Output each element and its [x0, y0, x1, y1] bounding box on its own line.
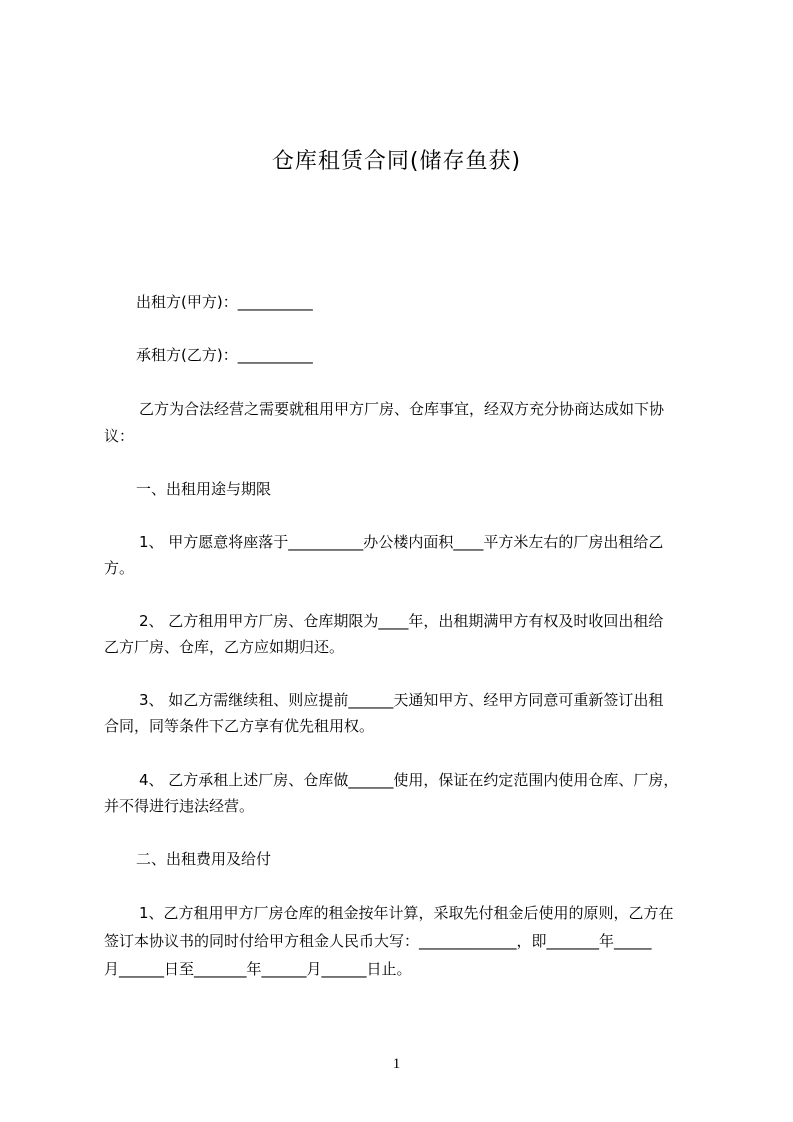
intro-line-2: 议：	[104, 427, 135, 445]
section1-item1-line-2: 方。	[104, 559, 135, 577]
section2-item1-line-1: 1、乙方租用甲方厂房仓库的租金按年计算，采取先付租金后使用的原则，乙方在	[139, 904, 674, 922]
page-number: 1	[392, 1056, 401, 1072]
section1-item2-line-2: 乙方厂房、仓库，乙方应如期归还。	[104, 638, 345, 656]
section1-item4-line-1: 4、 乙方承租上述厂房、仓库做______使用，保证在约定范围内使用仓库、厂房，	[139, 771, 679, 789]
section1-heading: 一、出租用途与期限	[136, 480, 272, 498]
section1-item3-line-2: 合同，同等条件下乙方享有优先租用权。	[104, 717, 375, 735]
lessee-line: 承租方(乙方)：__________	[136, 346, 313, 364]
section1-item4-line-2: 并不得进行违法经营。	[104, 797, 255, 815]
section1-item2-line-1: 2、 乙方租用甲方厂房、仓库期限为____年，出租期满甲方有权及时收回出租给	[139, 612, 664, 630]
section2-heading: 二、出租费用及给付	[136, 850, 272, 868]
section2-item1-line-2: 签订本协议书的同时付给甲方租金人民币大写：_____________，即_______年_____	[104, 932, 652, 950]
section2-item1-line-3: 月______日至_______年______月______日止。	[104, 960, 412, 978]
lessor-line: 出租方(甲方)：__________	[136, 293, 313, 311]
section1-item3-line-1: 3、 如乙方需继续租、则应提前______天通知甲方、经甲方同意可重新签订出租	[139, 691, 664, 709]
page-title: 仓库租赁合同(储存鱼获)	[271, 149, 522, 174]
intro-line-1: 乙方为合法经营之需要就租用甲方厂房、仓库事宜，经双方充分协商达成如下协	[139, 400, 665, 418]
section1-item1-line-1: 1、 甲方愿意将座落于__________办公楼内面积____平方米左右的厂房出租给乙	[139, 533, 664, 551]
